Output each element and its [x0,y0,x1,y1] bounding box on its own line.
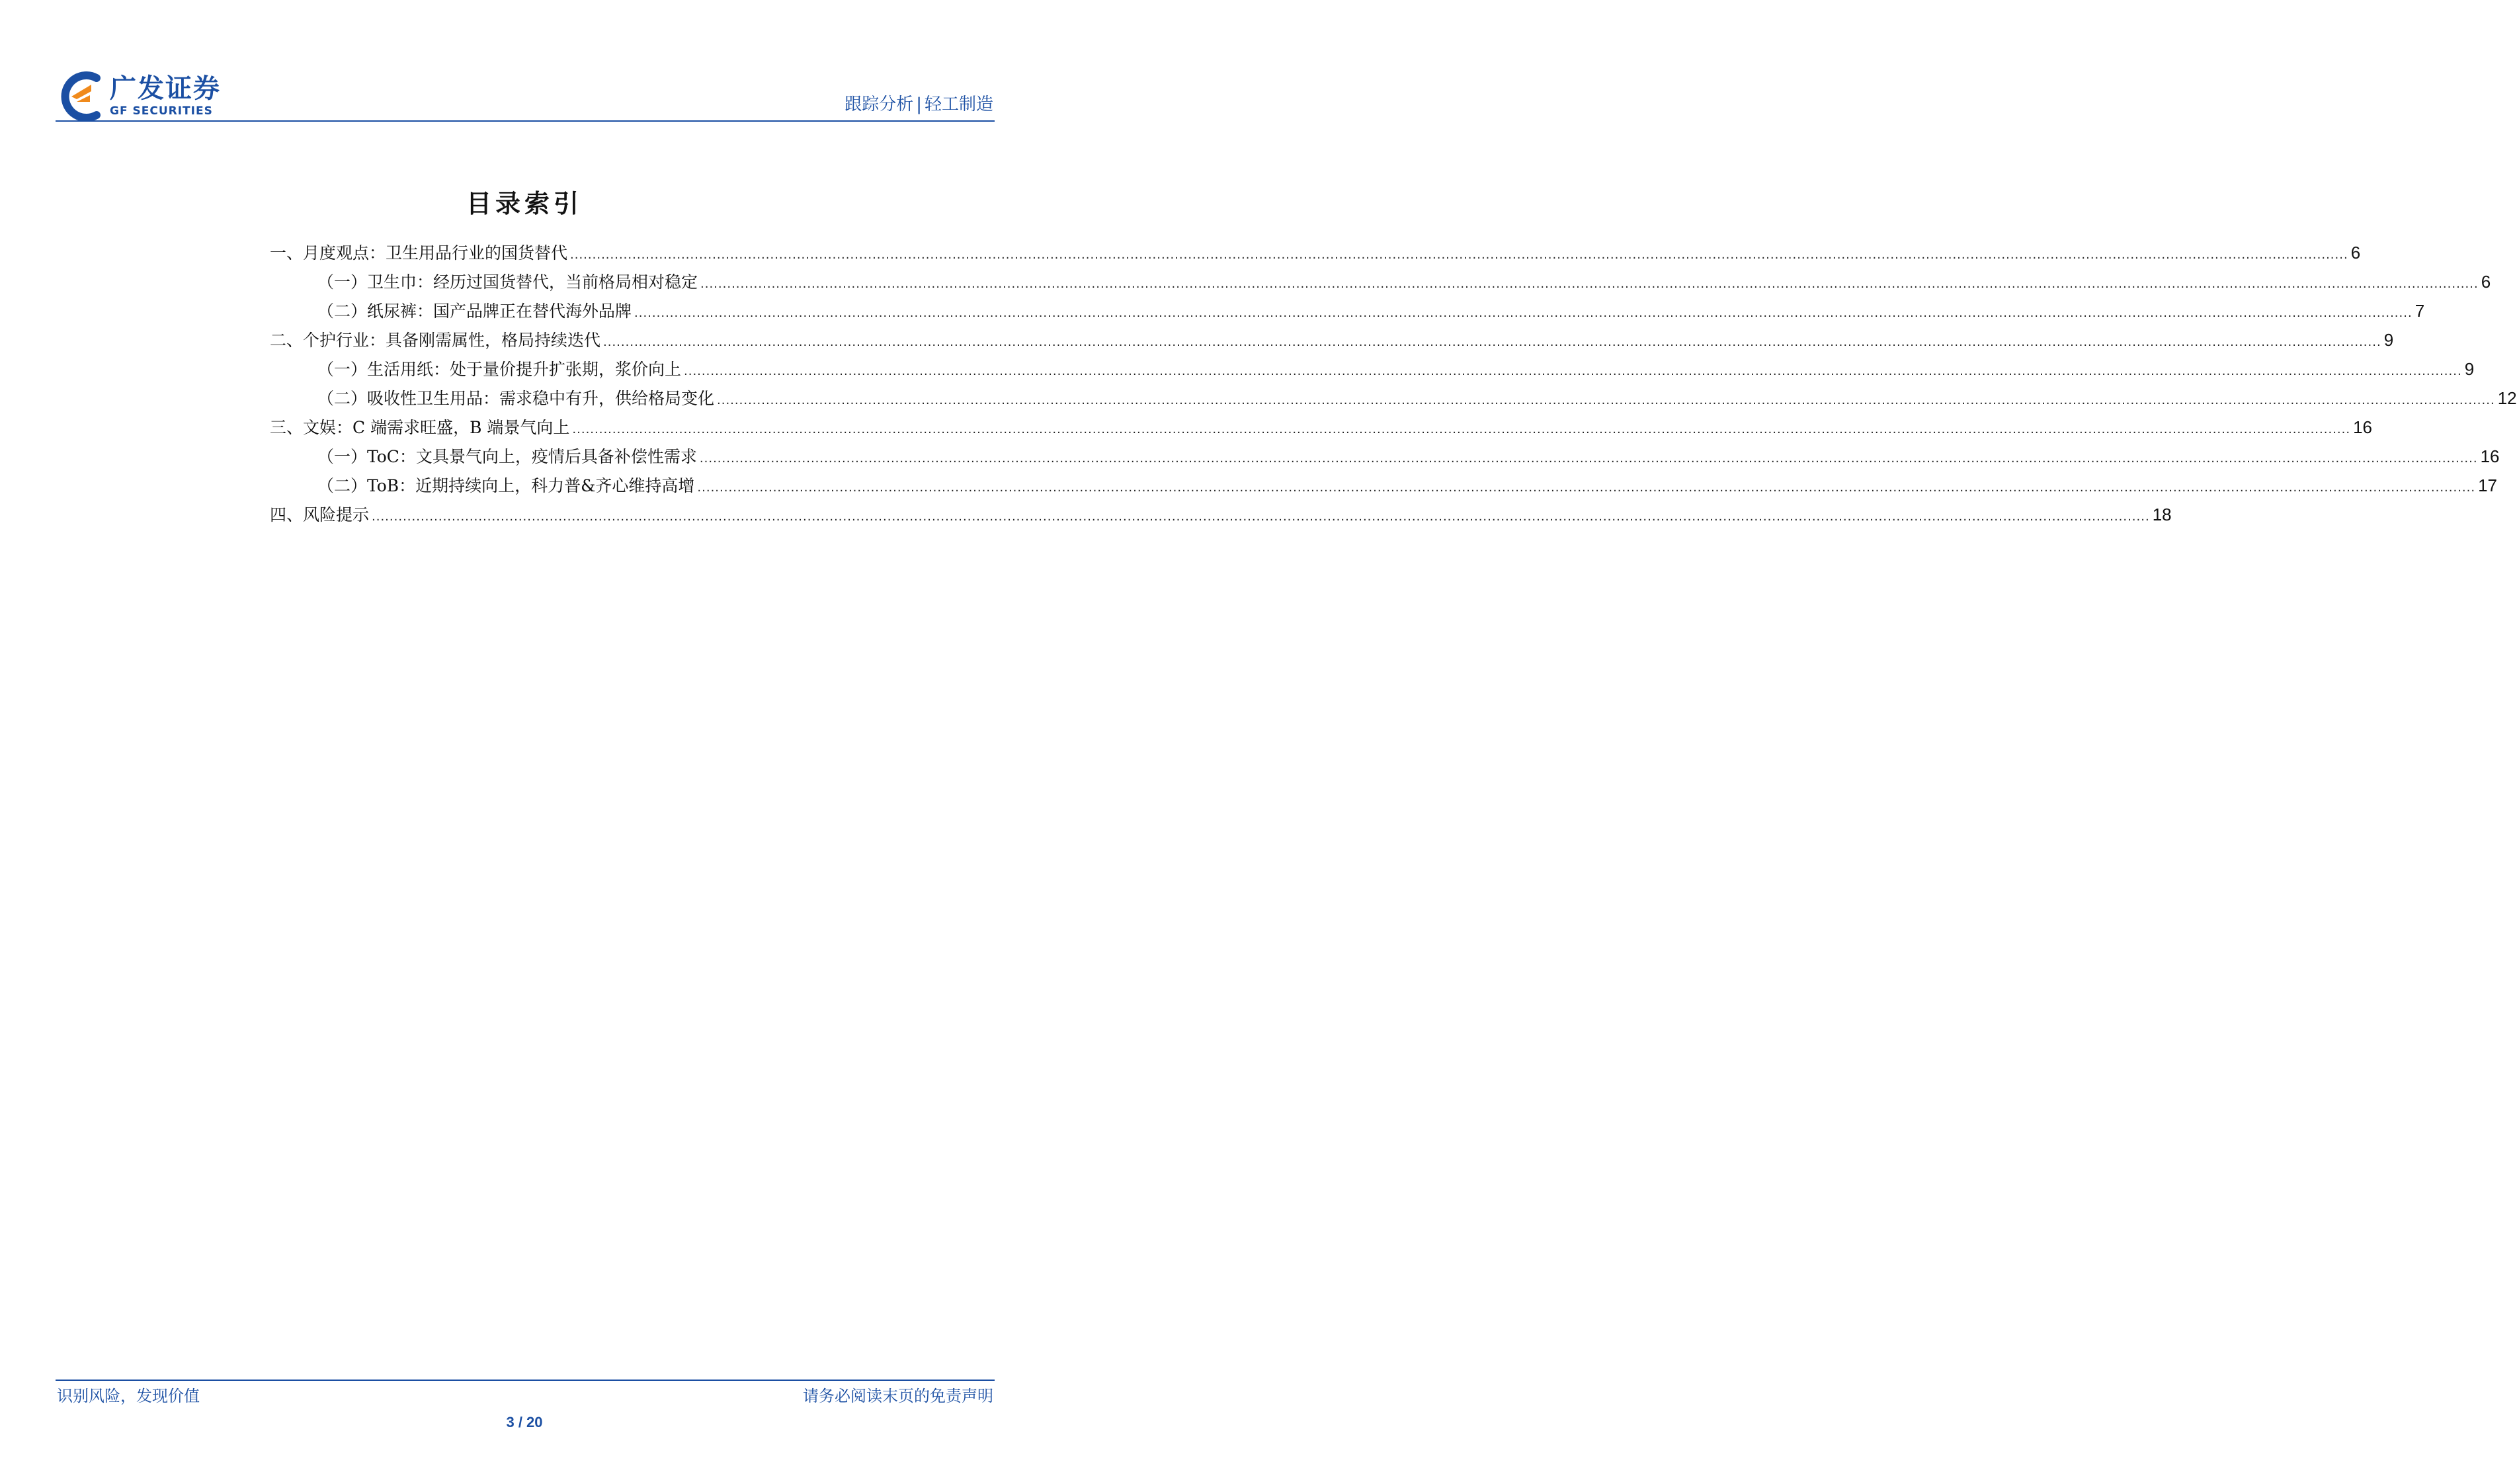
toc-entry[interactable] [270,413,2372,442]
gf-logo-icon [57,71,103,122]
toc-entry[interactable] [270,354,2475,384]
toc-entry[interactable] [270,296,2425,325]
footer-disclaimer-note: 请务必阅读末页的免责声明 [803,1387,993,1405]
toc-entry[interactable] [270,471,2498,500]
toc-leader-dots: ................................................................................................................................................................................................................................................................................................................................................................................................................ [570,248,2348,262]
toc-entry[interactable] [270,442,2500,471]
header-separator: | [916,95,922,114]
toc-leader-dots: ................................................................................................................................................................................................................................................................................................................................................................................................................ [717,393,2495,407]
sector-name: 轻工制造 [924,95,993,114]
header-category [845,94,993,115]
toc-entry-page: 17 [2478,475,2498,495]
toc-leader-dots: ................................................................................................................................................................................................................................................................................................................................................................................................................ [697,481,2476,495]
toc-entry-label: （二）纸尿裤：国产品牌正在替代海外品牌 [317,302,632,321]
toc-entry[interactable] [270,500,2172,529]
footer-slogan: 识别风险，发现价值 [57,1387,200,1405]
toc-entry-label: （一）生活用纸：处于量价提升扩张期，浆价向上 [317,360,682,379]
toc-entry-label: （二）吸收性卫生用品：需求稳中有升，供给格局变化 [317,389,715,408]
toc-entry-page: 18 [2152,505,2172,524]
toc-entry-page: 16 [2480,446,2500,466]
toc-entry-page: 7 [2414,301,2425,321]
toc-leader-dots: ................................................................................................................................................................................................................................................................................................................................................................................................................ [684,364,2462,378]
toc-title: 目录索引 [466,188,583,218]
header-divider [56,120,995,122]
toc-entry-page: 9 [2464,359,2475,379]
report-type: 跟踪分析 [845,95,914,114]
toc-leader-dots: ................................................................................................................................................................................................................................................................................................................................................................................................................ [634,306,2413,320]
toc-entry[interactable] [270,267,2491,296]
toc-entry-label: （一）ToC：文具景气向上，疫情后具备补偿性需求 [317,447,697,466]
toc-leader-dots: ................................................................................................................................................................................................................................................................................................................................................................................................................ [700,277,2479,291]
toc-leader-dots: ................................................................................................................................................................................................................................................................................................................................................................................................................ [572,423,2351,436]
toc-leader-dots: ................................................................................................................................................................................................................................................................................................................................................................................................................ [372,510,2150,524]
toc-entry-label: 一、月度观点：卫生用品行业的国货替代 [270,243,568,263]
page-header [0,0,1049,132]
table-of-contents [270,238,2517,529]
toc-entry-label: 四、风险提示 [270,505,370,524]
logo-chinese-text: 广发证券 [110,73,221,104]
toc-entry-page: 12 [2497,388,2517,408]
toc-entry-page: 6 [2481,272,2491,292]
footer-divider [56,1380,995,1381]
toc-entry[interactable] [270,384,2517,413]
toc-entry-page: 9 [2383,330,2394,350]
toc-entry[interactable] [270,238,2361,267]
toc-leader-dots: ................................................................................................................................................................................................................................................................................................................................................................................................................ [603,335,2381,349]
toc-entry-label: （一）卫生巾：经历过国货替代，当前格局相对稳定 [317,272,698,292]
toc-leader-dots: ................................................................................................................................................................................................................................................................................................................................................................................................................ [699,452,2478,466]
toc-entry-label: 二、个护行业：具备刚需属性，格局持续迭代 [270,331,601,350]
page-number: 3 / 20 [506,1414,543,1430]
toc-entry[interactable] [270,325,2394,354]
toc-entry-label: （二）ToB：近期持续向上，科力普&齐心维持高增 [317,476,695,495]
logo-english-text: GF SECURITIES [110,104,213,118]
toc-entry-page: 16 [2353,417,2372,437]
toc-entry-label: 三、文娱：C 端需求旺盛，B 端景气向上 [270,418,570,437]
toc-entry-page: 6 [2350,243,2361,263]
